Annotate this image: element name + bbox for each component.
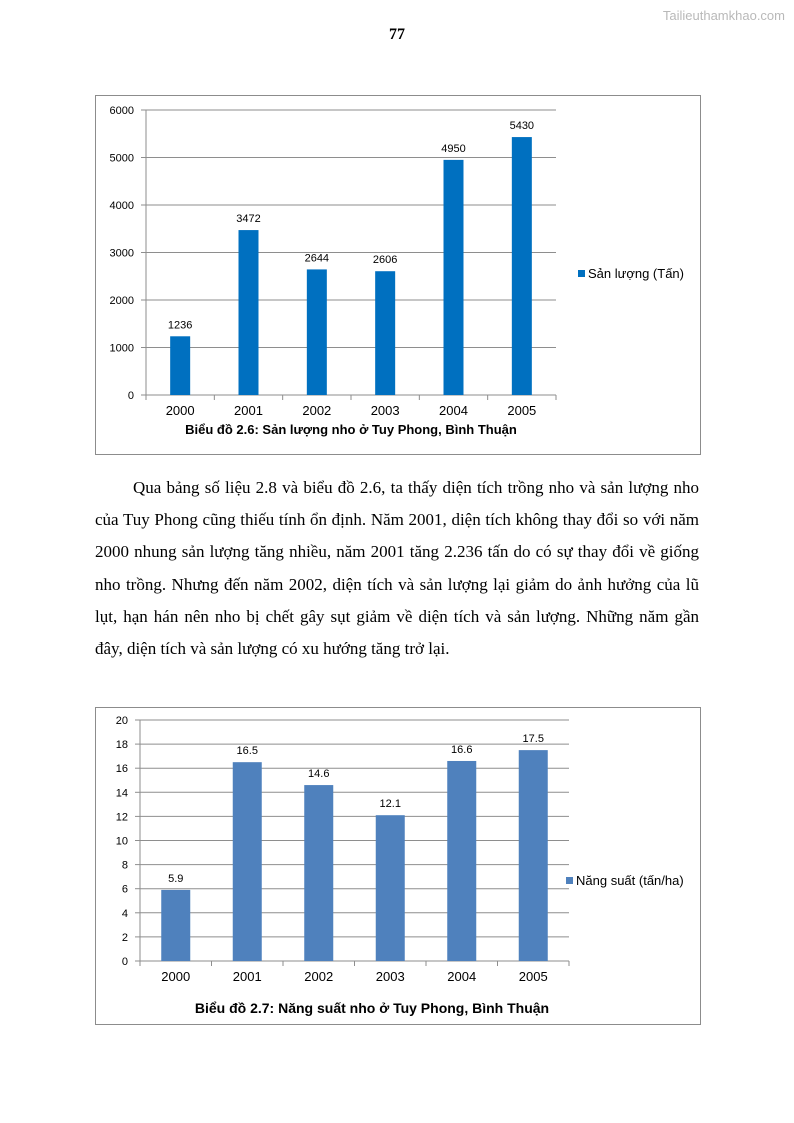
page-number: 77 <box>389 26 405 43</box>
y-tick-label: 20 <box>115 715 128 727</box>
x-tick-label: 2001 <box>232 969 262 984</box>
bar <box>375 271 395 395</box>
data-label: 12.1 <box>379 798 401 811</box>
data-label: 5.9 <box>168 872 184 885</box>
chart-caption: Biểu đồ 2.7: Năng suất nho ở Tuy Phong, Bình Thuận <box>194 1000 550 1016</box>
y-tick-label: 3000 <box>109 247 134 260</box>
data-label: 16.5 <box>236 745 258 758</box>
bar <box>239 230 259 395</box>
y-tick-label: 16 <box>115 763 128 776</box>
y-tick-label: 1000 <box>109 342 134 355</box>
y-tick-label: 6000 <box>109 105 134 117</box>
x-tick-label: 2000 <box>165 403 195 418</box>
data-label: 3472 <box>236 213 261 226</box>
data-label: 4950 <box>441 142 466 155</box>
x-tick-label: 2001 <box>234 403 263 418</box>
y-tick-label: 10 <box>115 835 128 848</box>
y-tick-label: 18 <box>115 739 128 752</box>
x-tick-label: 2003 <box>375 969 405 984</box>
y-tick-label: 5000 <box>109 152 134 165</box>
data-label: 2606 <box>372 254 398 267</box>
x-tick-label: 2005 <box>507 403 537 418</box>
x-tick-label: 2002 <box>302 403 332 418</box>
data-label: 14.6 <box>308 768 330 781</box>
y-tick-label: 6 <box>121 883 128 896</box>
y-tick-label: 8 <box>121 859 128 872</box>
chart-production <box>95 95 701 455</box>
watermark: Tailieuthamkhao.com <box>662 8 785 23</box>
y-tick-label: 12 <box>115 811 128 824</box>
chart-yield <box>95 707 701 1025</box>
x-tick-label: 2002 <box>304 969 334 984</box>
data-label: 5430 <box>509 120 535 133</box>
x-tick-label: 2004 <box>439 403 468 418</box>
x-tick-label: 2005 <box>518 969 548 984</box>
data-label: 2644 <box>304 252 330 265</box>
legend-swatch <box>566 877 573 884</box>
bar <box>447 761 476 961</box>
data-label: 17.5 <box>522 733 544 746</box>
bar <box>233 762 262 961</box>
x-tick-label: 2003 <box>370 403 400 418</box>
legend-label: Năng suất (tấn/ha) <box>576 873 684 888</box>
data-label: 1236 <box>167 319 193 332</box>
bar <box>170 336 190 395</box>
y-tick-label: 2000 <box>109 295 134 307</box>
y-tick-label: 2 <box>121 931 128 944</box>
y-tick-label: 0 <box>121 956 128 968</box>
y-tick-label: 0 <box>127 390 134 402</box>
data-label: 16.6 <box>451 743 473 756</box>
y-tick-label: 14 <box>115 787 128 800</box>
chart-production-svg <box>96 96 700 454</box>
bar <box>444 160 464 395</box>
chart-yield-svg <box>96 708 700 1024</box>
bar <box>519 750 548 961</box>
x-tick-label: 2004 <box>447 969 477 984</box>
y-tick-label: 4 <box>121 907 128 920</box>
y-tick-label: 4000 <box>109 200 134 212</box>
bar <box>307 269 327 395</box>
x-tick-label: 2000 <box>161 969 191 984</box>
legend-swatch <box>578 270 585 277</box>
body-paragraph: Qua bảng số liệu 2.8 và biểu đồ 2.6, ta thấy diện tích trồng nho và sản lượng nho của Tuy Phong cũng thiếu tính ổn định. Năm 2001, diện tích không thay đổi so với năm 2000 nhung sản lượng tăng nhiều, năm 2001 tăng 2.236 tấn do có sự thay đổi về giống nho trồng. Nhưng đến năm 2002, diện tích và sản lượng lại giảm do ảnh hưởng của lũ lụt, hạn hán nên nho bị chết gây sụt giảm về diện tích và sản lượng. Những năm gần đây, diện tích và sản lượng có xu hướng tăng trở lại. <box>95 478 699 659</box>
bar <box>304 785 333 961</box>
chart-caption: Biểu đồ 2.6: Sản lượng nho ở Tuy Phong, Bình Thuận <box>185 422 517 437</box>
bar <box>512 137 532 395</box>
legend-label: Sản lượng (Tấn) <box>588 266 684 281</box>
bar <box>376 815 405 961</box>
bar <box>161 890 190 961</box>
